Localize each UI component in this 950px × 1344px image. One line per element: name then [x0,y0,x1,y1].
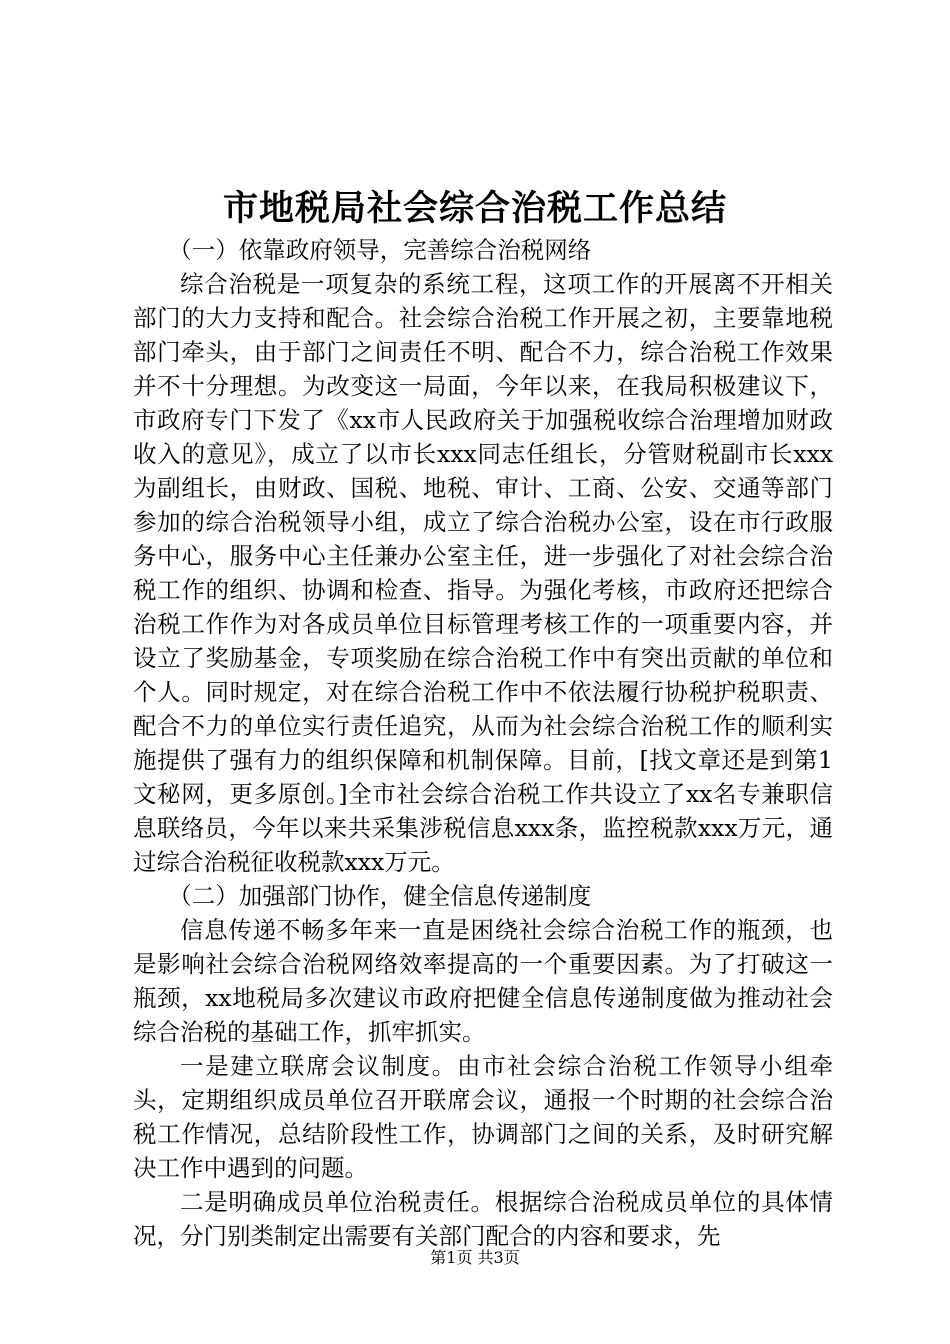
body-paragraph: 综合治税是一项复杂的系统工程，这项工作的开展离不开相关部门的大力支持和配合。社会综合治税工作开展之初，主要靠地税部门牵头，由于部门之间责任不明、配合不力，综合治税工作效果并不十分理想。为改变这一局面，今年以来，在我局积极建议下，市政府专门下发了《xx市人民政府关于加强税收综合治理增加财政收入的意见》，成立了以市长xxx同志任组长，分管财税副市长xxx为副组长，由财政、国税、地税、审计、工商、公安、交通等部门参加的综合治税领导小组，成立了综合治税办公室，设在市行政服务中心，服务中心主任兼办公室主任，进一步强化了对社会综合治税工作的组织、协调和检查、指导。为强化考核，市政府还把综合治税工作作为对各成员单位目标管理考核工作的一项重要内容，并设立了奖励基金，专项奖励在综合治税工作中有突出贡献的单位和个人。同时规定，对在综合治税工作中不依法履行协税护税职责、配合不力的单位实行责任追究，从而为社会综合治税工作的顺利实施提供了强有力的组织保障和机制保障。目前，[找文章还是到第1文秘网，更多原创。]全市社会综合治税工作共设立了xx名专兼职信息联络员，今年以来共采集涉税信息xxx条，监控税款xxx万元，通过综合治税征收税款xxx万元。 [133,270,833,876]
body-paragraph: 二是明确成员单位治税责任。根据综合治税成员单位的具体情况，分门别类制定出需要有关部门配合的内容和要求，先 [133,1188,833,1250]
section-heading: （二）加强部门协作，健全信息传递制度 [168,882,592,910]
document-body [133,233,833,1253]
body-paragraph: 一是建立联席会议制度。由市社会综合治税工作领导小组牵头，定期组织成员单位召开联席会议，通报一个时期的社会综合治税工作情况，总结阶段性工作，协调部门之间的关系，及时研究解决工作中遇到的问题。 [133,1052,833,1182]
document-title: 市地税局社会综合治税工作总结 [222,188,727,229]
section-heading: （一）依靠政府领导，完善综合治税网络 [168,236,592,264]
body-paragraph: 信息传递不畅多年来一直是困绕社会综合治税工作的瓶颈，也是影响社会综合治税网络效率提高的一个重要因素。为了打破这一瓶颈，xx地税局多次建议市政府把健全信息传递制度做为推动社会综合治税的基础工作，抓牢抓实。 [133,916,833,1046]
page-footer: 第1页 共3页 [430,1248,520,1267]
